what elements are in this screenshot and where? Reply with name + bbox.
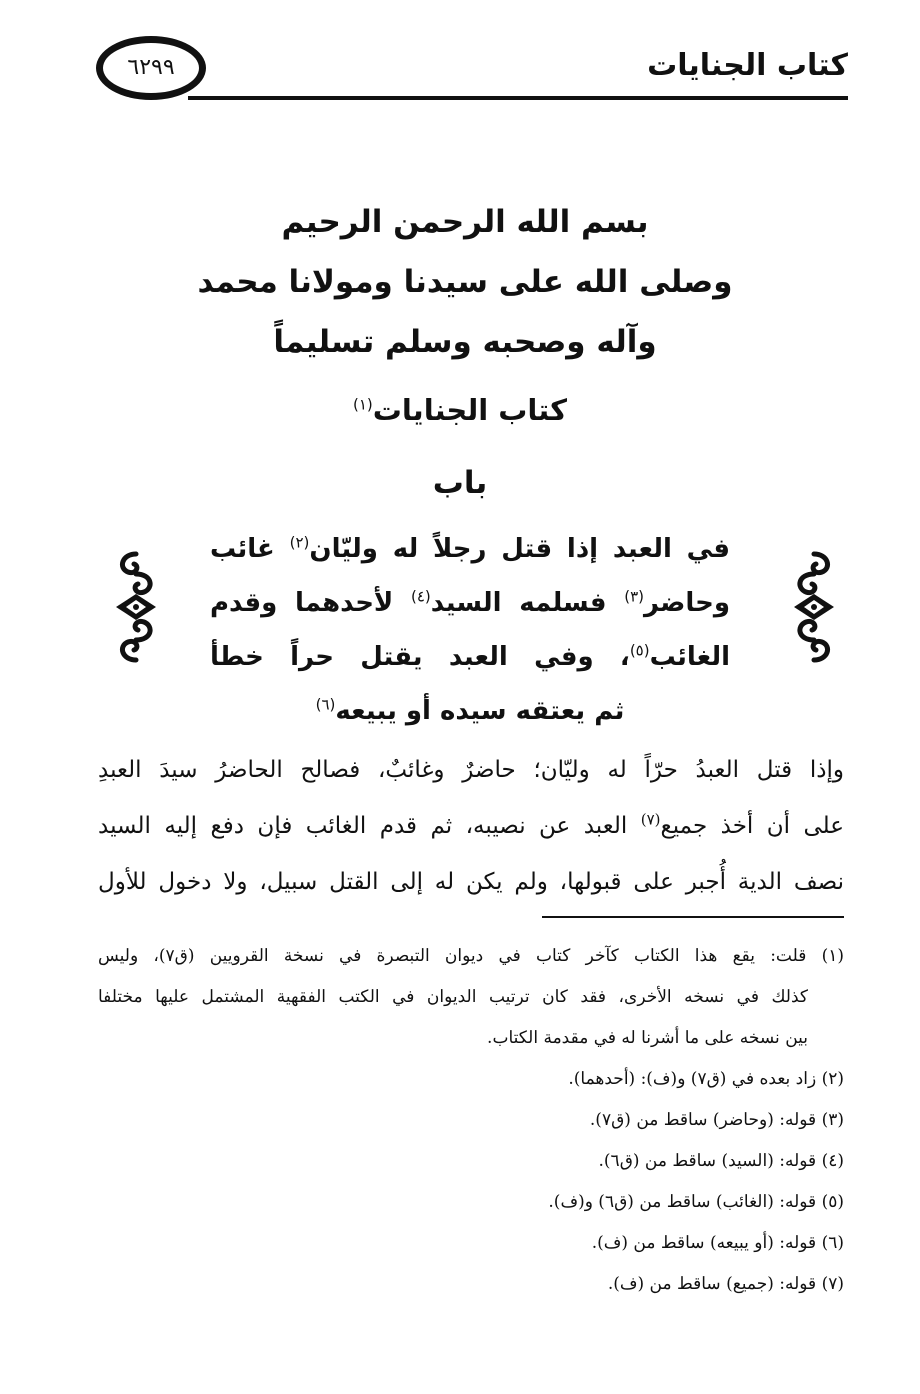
footnote-7: (٧) قوله: (جميع) ساقط من (ف). [607,1274,844,1294]
page-header [96,36,848,106]
chapter-title-line-2 [210,576,730,630]
basmala [150,192,780,372]
footnote-6: (٦) قوله: (أو يبيعه) ساقط من (ف). [591,1233,844,1253]
footnote-ref: (١) [353,395,373,414]
footnote-3: (٣) قوله: (وحاضر) ساقط من (ق٧). [589,1110,844,1130]
main-text [98,742,844,910]
chapter-title [210,522,730,738]
page-number-frame [96,36,206,100]
footnote-5: (٥) قوله: (الغائب) ساقط من (ق٦) و(ف). [548,1192,844,1212]
footnote-ref: (٧) [640,810,661,829]
basmala-line-1: بسم الله الرحمن الرحيم [281,204,649,240]
chapter-title-line-1 [210,522,730,576]
running-title: كتاب الجنايات [647,48,848,83]
book-title-text: كتاب الجنايات [372,393,567,427]
chapter-text: غائب [210,534,275,564]
footnotes [98,936,844,1305]
main-text-segment: العبد عن نصيبه، ثم قدم الغائب فإن دفع إليه السيد [98,813,628,839]
basmala-line-3: وآله وصحبه وسلم تسليماً [273,324,657,360]
chapter-text: ثم يعتقه سيده أو يبيعه [335,696,625,726]
footnote-ref: (٤) [411,587,431,606]
main-text-line: وإذا قتل العبدُ حرّاً له وليّان؛ حاضرٌ وغائبٌ، فصالح الحاضرُ سيدَ العبدِ [98,757,844,783]
footnote-ref: (٣) [624,587,645,606]
footnote-2: (٢) زاد بعده في (ق٧) و(ف): (أحدهما). [568,1069,844,1089]
chapter-text: وحاضر [644,588,730,618]
footnote-4: (٤) قوله: (السيد) ساقط من (ق٦). [598,1151,844,1171]
chapter-text: ، وفي العبد يقتل حراً خطأ [210,642,630,672]
scroll-ornament-icon [788,548,840,666]
footnote-separator [542,916,844,918]
basmala-line-2: وصلى الله على سيدنا ومولانا محمد [197,264,733,300]
chapter-label: باب [432,465,488,501]
footnote-1-line-3: بين نسخه على ما أشرنا له في مقدمة الكتاب. [487,1028,808,1048]
chapter-title-line-4 [210,684,730,738]
header-rule [188,96,848,100]
page-number: ٦٢٩٩ [127,55,175,80]
footnote-ref: (٥) [629,641,650,660]
main-text-line [98,798,844,854]
chapter-text: الغائب [649,642,730,672]
footnote-ref: (٢) [289,533,310,552]
footnote-1-line-1: (١) قلت: يقع هذا الكتاب كآخر كتاب في ديوان التبصرة في نسخة القرويين (ق٧)، وليس [98,946,844,966]
footnote-ref: (٦) [315,695,336,714]
footnote-1-line-2: كذلك في نسخه الأخرى، فقد كان ترتيب الديوان في الكتب الفقهية المشتمل عليها مختلفا [98,987,808,1007]
scroll-ornament-icon [110,548,162,666]
main-text-line: نصف الدية أُجبر على قبولها، ولم يكن له إلى القتل سبيل، ولا دخول للأول [98,869,844,895]
book-title [260,385,660,435]
chapter-title-line-3 [210,630,730,684]
chapter-text: لأحدهما وقدم [210,588,394,618]
main-text-segment: على أن أخذ جميع [660,813,844,839]
chapter-text: في العبد إذا قتل رجلاً له وليّان [309,534,730,564]
chapter-text: فسلمه السيد [430,588,607,618]
